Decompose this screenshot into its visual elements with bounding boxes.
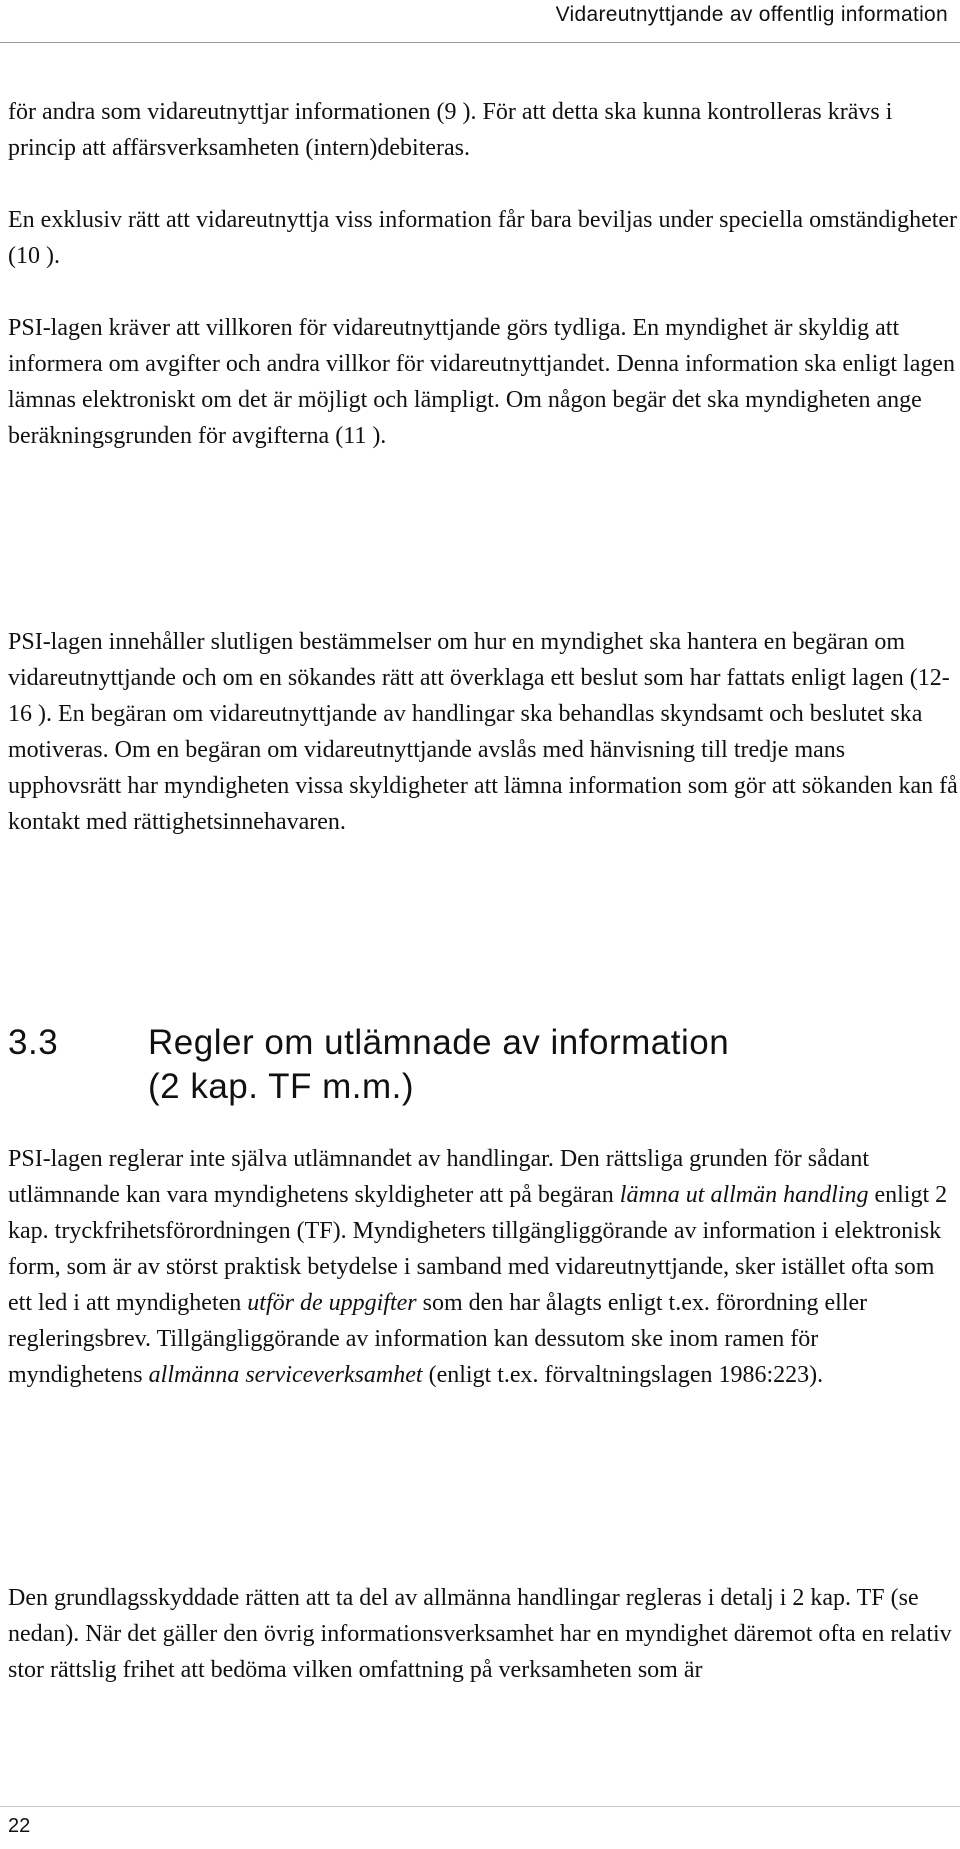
section-title xyxy=(148,1021,948,1109)
page-number: 22 xyxy=(8,1815,31,1837)
text-run: PSI-lagen reglerar inte själva utlämnandet av handlingar. Den rättsliga grunden för sådant utlämnande kan vara myndighetens skyldigheter att på begäran xyxy=(8,1146,870,1208)
paragraph: för andra som vidareutnyttjar informationen (9 ). För att detta ska kunna kontrolleras krävs i princip att affärsverksamheten (intern)debiteras. xyxy=(8,99,893,161)
paragraph: PSI-lagen innehåller slutligen bestämmelser om hur en myndighet ska hantera en begäran om vidareutnyttjande och om en sökandes rätt att överklaga ett beslut som har fattats enligt lagen (12-16 ). En begäran om vidareutnyttjande av handlingar ska behandlas skyndsamt och beslutet ska motiveras. Om en begäran om vidareutnyttjande avslås med hänvisning till tredje mans upphovsrätt har myndigheten vissa skyldigheter att lämna information som gör att sökanden kan få kontakt med rättighetsinnehavaren. xyxy=(8,629,958,835)
text-run: enligt 2 kap. tryckfrihetsförordningen (TF). Myndigheters tillgängliggörande av information i elektronisk form, som är av störst praktisk betydelse i samband med vidareutnyttjande, sker istället ofta som ett led i att myndigheten xyxy=(8,1182,948,1316)
header-divider xyxy=(0,42,960,43)
paragraph: En exklusiv rätt att vidareutnyttja viss information får bara beviljas under speciella omständigheter (10 ). xyxy=(8,207,958,269)
section-number: 3.3 xyxy=(8,1023,59,1062)
section-title-line: (2 kap. TF m.m.) xyxy=(148,1067,414,1106)
section-heading xyxy=(8,1021,948,1109)
section-title-line: Regler om utlämnade av information xyxy=(148,1023,730,1062)
emphasis-text: allmänna serviceverksamhet xyxy=(148,1362,423,1388)
text-block-bottom xyxy=(8,1580,958,1688)
text-run: som den har ålagts enligt t.ex. förordning eller regleringsbrev. Tillgängliggörande av information kan dessutom ske inom ramen för myndighetens xyxy=(8,1290,868,1388)
running-header: Vidareutnyttjande av offentlig information xyxy=(555,3,948,26)
text-block-section xyxy=(8,1141,958,1393)
paragraph: Den grundlagsskyddade rätten att ta del av allmänna handlingar regleras i detalj i 2 kap. TF (se nedan). När det gäller den övrig informationsverksamhet har en myndighet däremot ofta en relativ stor rättslig frihet att bedöma vilken omfattning på verksamheten som är xyxy=(8,1585,952,1683)
text-block-top xyxy=(8,94,958,454)
emphasis-text: lämna ut allmän handling xyxy=(619,1182,869,1208)
text-block-middle xyxy=(8,624,958,840)
paragraph xyxy=(8,1141,958,1393)
emphasis-text: utför de uppgifter xyxy=(247,1290,417,1316)
paragraph: PSI-lagen kräver att villkoren för vidareutnyttjande görs tydliga. En myndighet är skyldig att informera om avgifter och andra villkor för vidareutnyttjandet. Denna information ska enligt lagen lämnas elektroniskt om det är möjligt och lämpligt. Om någon begär det ska myndigheten ange beräkningsgrunden för avgifterna (11 ). xyxy=(8,315,956,449)
text-run: (enligt t.ex. förvaltningslagen 1986:223). xyxy=(422,1362,824,1388)
footer-divider xyxy=(0,1806,960,1807)
